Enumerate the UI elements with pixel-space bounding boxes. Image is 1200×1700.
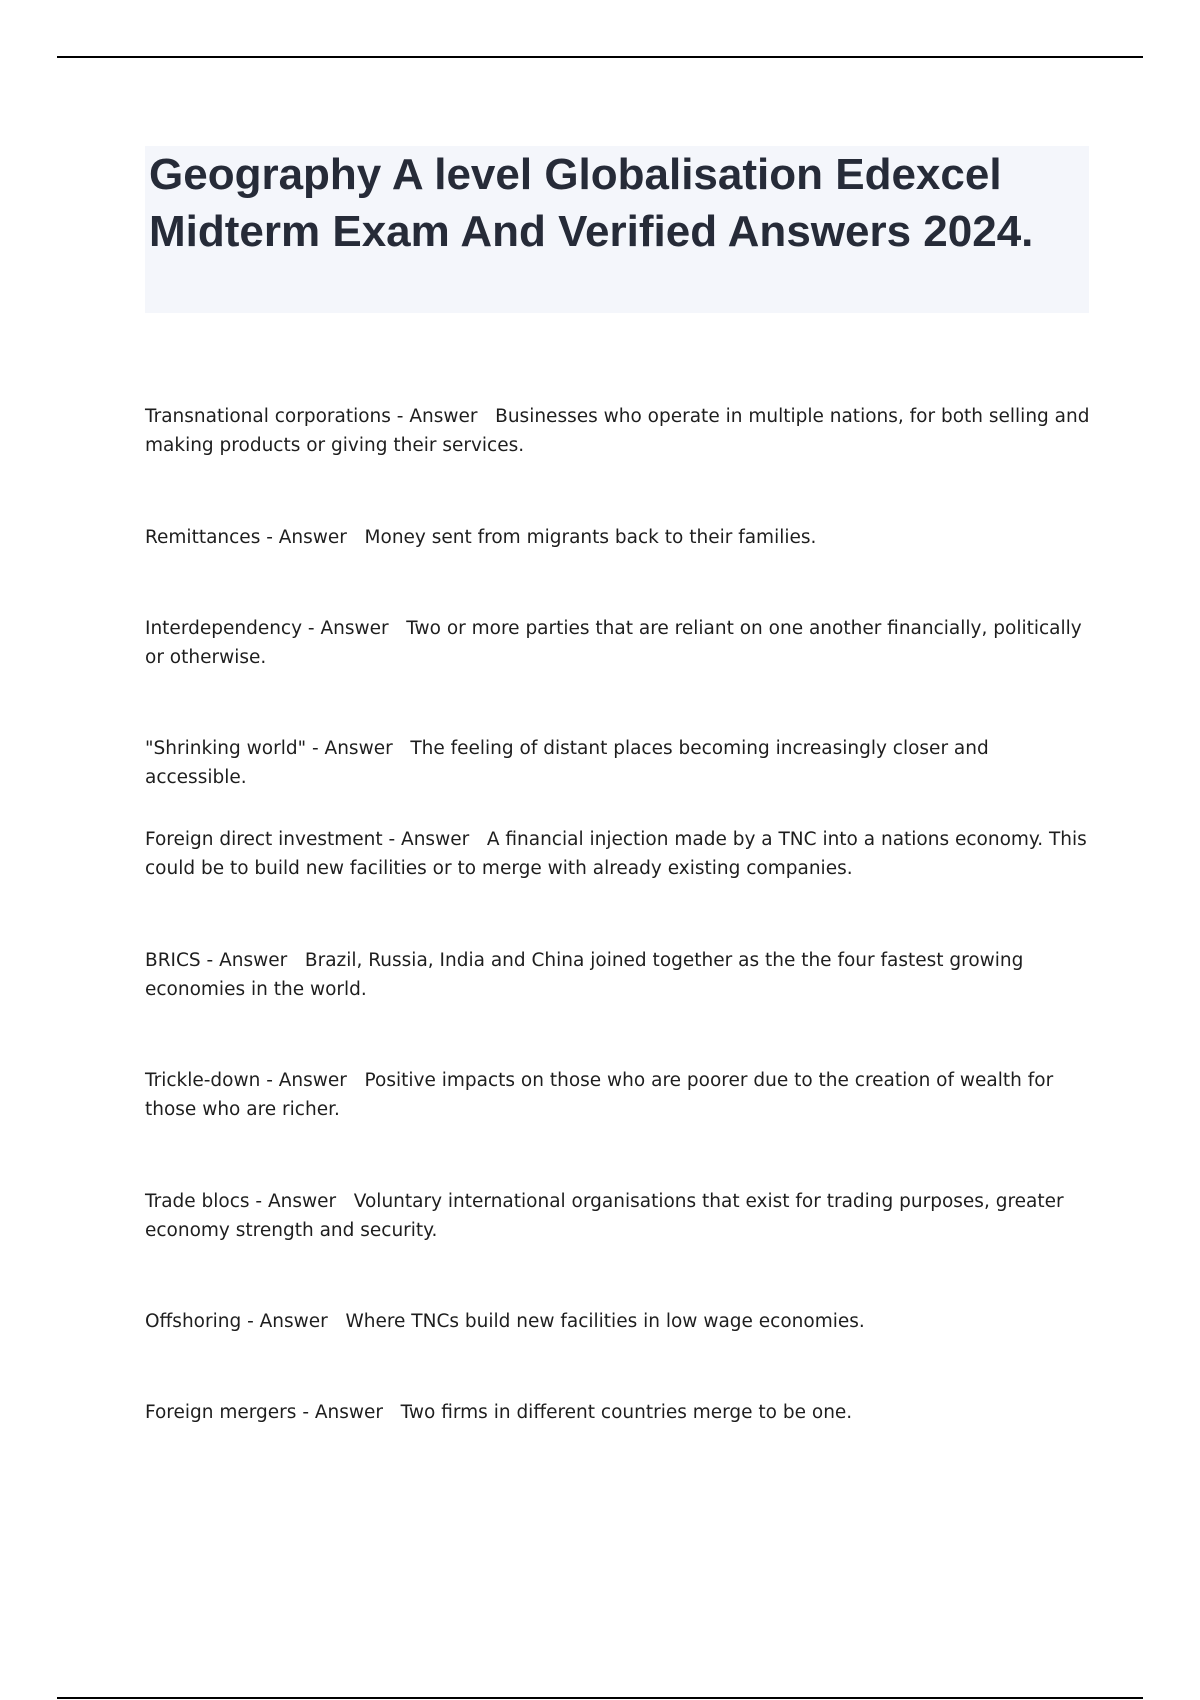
qa-term: "Shrinking world" bbox=[145, 738, 307, 759]
title-banner bbox=[145, 146, 1089, 313]
answer-marker: - Answer bbox=[306, 738, 411, 759]
top-divider bbox=[57, 56, 1143, 58]
list-item bbox=[145, 734, 1095, 792]
answer-marker: - Answer bbox=[260, 1070, 365, 1091]
qa-term: Trade blocs bbox=[145, 1191, 250, 1212]
answer-marker: - Answer bbox=[382, 829, 487, 850]
qa-answer: Brazil, Russia, India and China joined together as the the four fastest growing economies in the world. bbox=[145, 950, 1024, 1000]
list-item bbox=[145, 1307, 1095, 1336]
qa-term: Interdependency bbox=[145, 618, 303, 639]
answer-marker: - Answer bbox=[302, 618, 407, 639]
answer-marker: - Answer bbox=[260, 527, 365, 548]
qa-answer: Positive impacts on those who are poorer due to the creation of wealth for those who are richer. bbox=[145, 1070, 1054, 1120]
list-item bbox=[145, 946, 1095, 1004]
qa-answer: Two firms in different countries merge to be one. bbox=[400, 1402, 853, 1423]
list-item bbox=[145, 1066, 1095, 1124]
list-item bbox=[145, 825, 1095, 883]
qa-answer: Voluntary international organisations that exist for trading purposes, greater economy strength and security. bbox=[145, 1191, 1064, 1241]
answer-marker: - Answer bbox=[200, 950, 305, 971]
bottom-divider bbox=[57, 1697, 1143, 1699]
qa-answer: Where TNCs build new facilities in low wage economies. bbox=[345, 1311, 865, 1332]
qa-term: Offshoring bbox=[145, 1311, 242, 1332]
answer-marker: - Answer bbox=[249, 1191, 354, 1212]
qa-answer: The feeling of distant places becoming increasingly closer and accessible. bbox=[145, 738, 989, 788]
qa-term: Remittances bbox=[145, 527, 261, 548]
answer-marker: - Answer bbox=[241, 1311, 346, 1332]
qa-term: Foreign mergers bbox=[145, 1402, 297, 1423]
qa-answer: A financial injection made by a TNC into a nations economy. This could be to build new facilities or to merge with already existing companies. bbox=[145, 829, 1087, 879]
qa-term: Foreign direct investment bbox=[145, 829, 383, 850]
qa-term: Trickle-down bbox=[145, 1070, 261, 1091]
qa-answer: Two or more parties that are reliant on one another financially, politically or otherwise. bbox=[145, 618, 1082, 668]
qa-answer: Money sent from migrants back to their families. bbox=[364, 527, 817, 548]
answer-marker: - Answer bbox=[390, 406, 496, 427]
list-item bbox=[145, 614, 1095, 672]
qa-term: Transnational corporations bbox=[145, 406, 391, 427]
list-item bbox=[145, 1187, 1095, 1245]
qa-answer: Businesses who operate in multiple nations, for both selling and making products or giving their services. bbox=[145, 406, 1090, 456]
list-item bbox=[145, 523, 1095, 552]
qa-term: BRICS bbox=[145, 950, 201, 971]
document-title: Geography A level Globalisation Edexcel Midterm Exam And Verified Answers 2024. bbox=[149, 150, 1034, 256]
answer-marker: - Answer bbox=[296, 1402, 401, 1423]
list-item bbox=[145, 1398, 1095, 1427]
list-item bbox=[145, 402, 1095, 460]
